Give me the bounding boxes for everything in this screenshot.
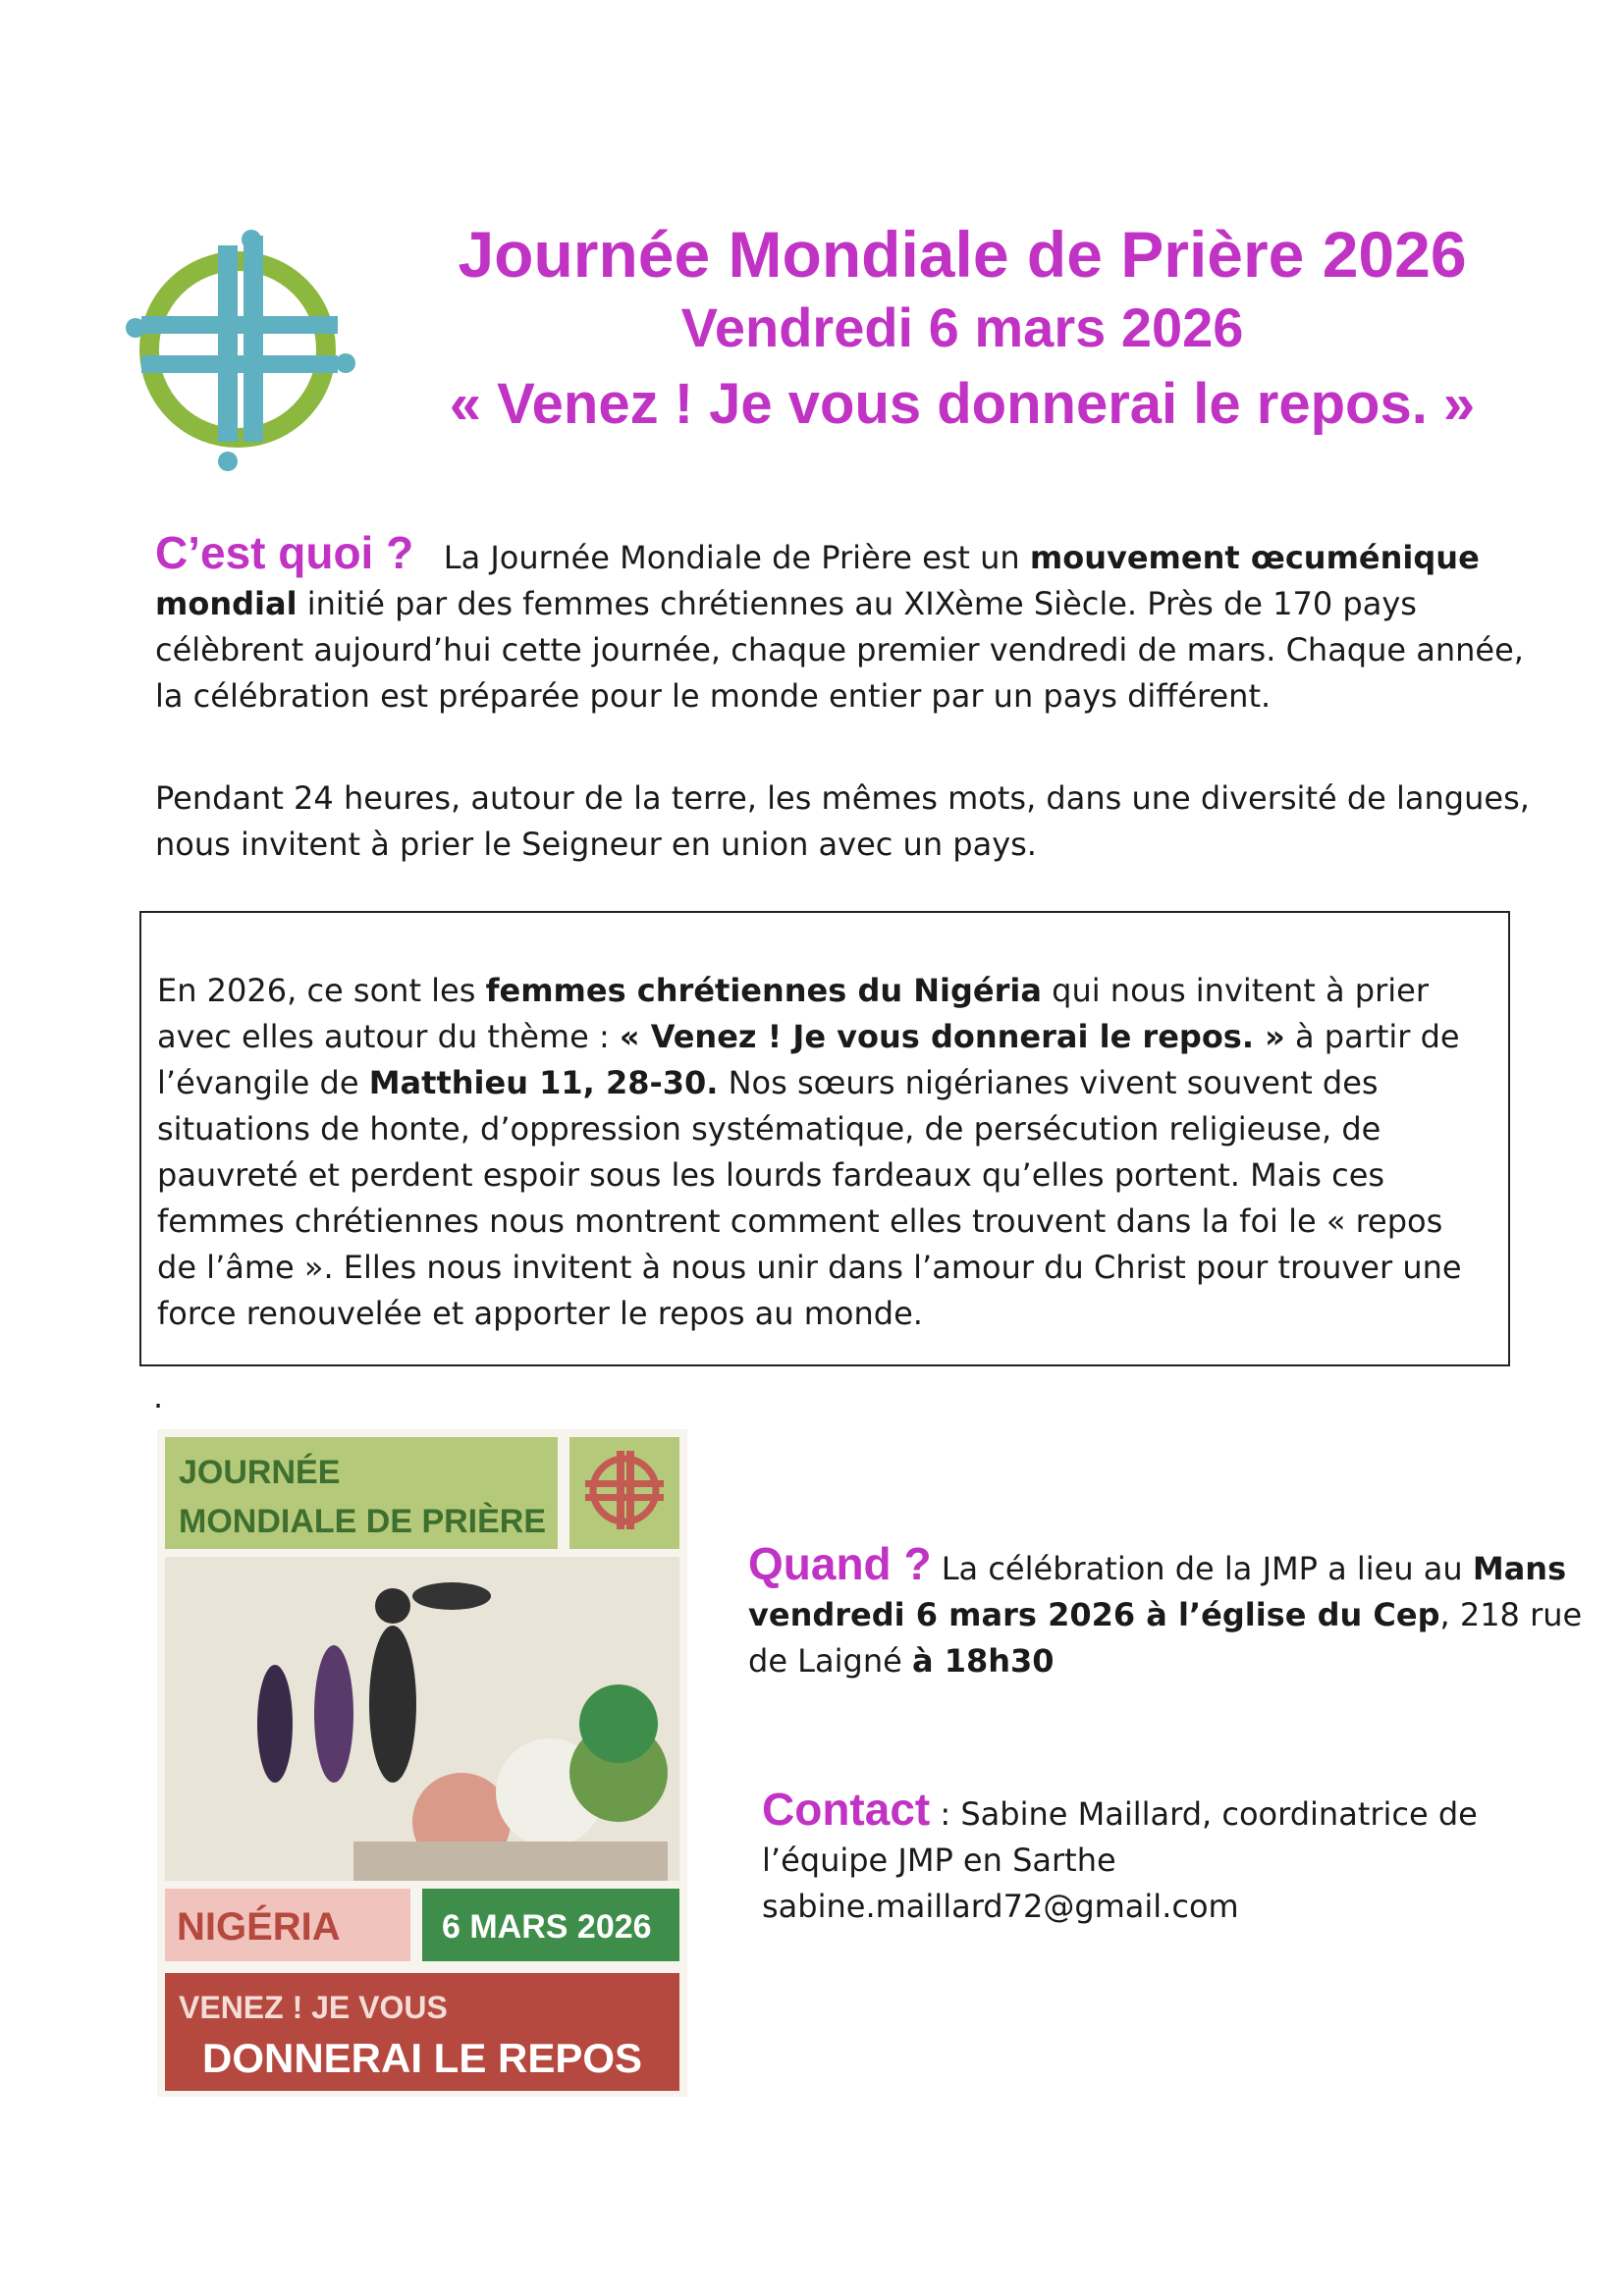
box-bold-3: Matthieu 11, 28-30. bbox=[368, 1064, 719, 1101]
intro-heading: C’est quoi ? bbox=[155, 527, 414, 578]
poster-line-2: MONDIALE DE PRIÈRE bbox=[179, 1503, 547, 1540]
box-bold-1: femmes chrétiennes du Nigéria bbox=[485, 972, 1042, 1009]
page-date: Vendredi 6 mars 2026 bbox=[680, 296, 1244, 358]
intro-paragraph bbox=[155, 527, 1530, 720]
poster-slogan-2: DONNERAI LE REPOS bbox=[202, 2035, 643, 2081]
poster-slogan-1: VENEZ ! JE VOUS bbox=[179, 1990, 448, 2025]
jmp-cross-logo-icon bbox=[122, 226, 357, 471]
page-title: Journée Mondiale de Prière 2026 bbox=[458, 218, 1467, 291]
box-text-3: à partir de l’évangile de bbox=[157, 1018, 1460, 1101]
intro-text-2: initié par des femmes chrétiennes au XIXème Siècle. Près de 170 pays célèbrent aujourd’hui cette journée, chaque premier vendredi de mars. Chaque année, la célébration est préparée pour le monde entier par un pays différent. bbox=[155, 585, 1524, 715]
poster-line-1: JOURNÉE bbox=[179, 1454, 341, 1491]
box-text-2: qui nous invitent à prier avec elles autour du thème : bbox=[157, 972, 1429, 1055]
title-block bbox=[353, 216, 1571, 446]
quand-bold-1: Mans vendredi 6 mars 2026 à l’église du Cep bbox=[748, 1550, 1567, 1633]
stray-dot: . bbox=[153, 1378, 164, 1415]
box-bold-2: « Venez ! Je vous donnerai le repos. » bbox=[619, 1018, 1285, 1055]
poster-date: 6 MARS 2026 bbox=[442, 1908, 652, 1946]
contact-text: : Sabine Maillard, coordinatrice de l’équipe JMP en Sarthe bbox=[762, 1795, 1478, 1879]
intro-text-1: La Journée Mondiale de Prière est un bbox=[443, 539, 1030, 576]
contact-heading: Contact bbox=[762, 1784, 931, 1835]
quand-heading: Quand ? bbox=[748, 1538, 932, 1589]
intro-bold-1: mouvement œcuménique mondial bbox=[155, 539, 1480, 622]
box-text-4: Nos sœurs nigérianes vivent souvent des situations de honte, d’oppression systématique, de persécution religieuse, de pauvreté et perdent espoir sous les lourds fardeaux qu’elles portent. Mais ces femmes chrétiennes nous montrent comment elles trouvent dans la foi le « repos de l’âme ». Elles nous invitent à nous unir dans l’amour du Christ pour trouver une force renouvelée et apporter le repos au monde. bbox=[157, 1064, 1462, 1332]
theme-box bbox=[139, 911, 1510, 1366]
quand-paragraph bbox=[748, 1538, 1593, 1684]
quand-bold-2: à 18h30 bbox=[911, 1642, 1055, 1680]
poster-country: NIGÉRIA bbox=[177, 1905, 341, 1949]
paragraph-2: Pendant 24 heures, autour de la terre, les mêmes mots, dans une diversité de langues, nous invitent à prier le Seigneur en union avec un pays. bbox=[155, 779, 1530, 863]
box-text-1: En 2026, ce sont les bbox=[157, 972, 486, 1009]
quand-text-2: , 218 rue de Laigné bbox=[748, 1596, 1583, 1680]
page-theme: « Venez ! Je vous donnerai le repos. » bbox=[449, 372, 1476, 436]
contact-paragraph bbox=[762, 1784, 1606, 1930]
event-poster bbox=[157, 1429, 687, 2097]
contact-email-link[interactable]: sabine.maillard72@gmail.com bbox=[762, 1888, 1239, 1925]
quand-text-1: La célébration de la JMP a lieu au bbox=[931, 1550, 1473, 1587]
